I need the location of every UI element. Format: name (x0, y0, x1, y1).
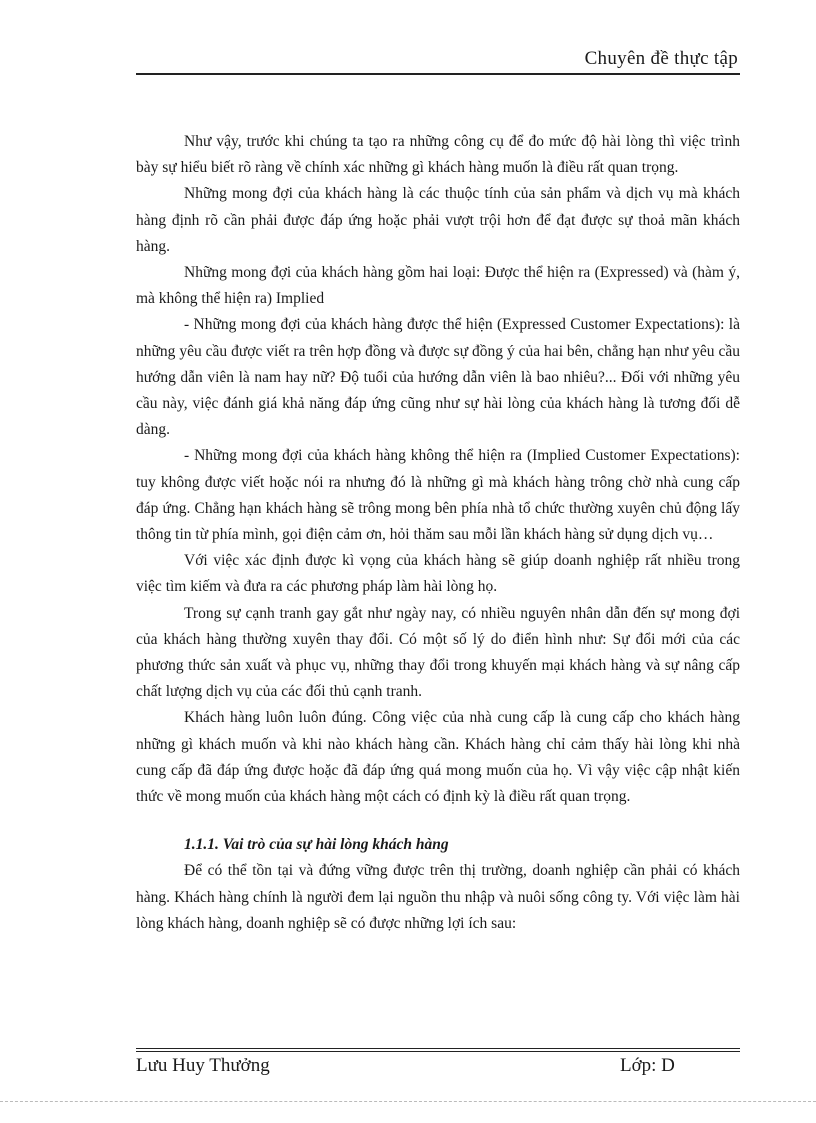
paragraph-2: Những mong đợi của khách hàng là các thuộc tính của sản phẩm và dịch vụ mà khách hàng định rõ cần phải được đáp ứng hoặc phải vượt trội hơn để đạt được sự thoả mãn khách hàng. (136, 185, 740, 255)
section-heading: 1.1.1. Vai trò của sự hài lòng khách hàng (184, 836, 449, 854)
document-body (136, 129, 740, 937)
paragraph-7: Trong sự cạnh tranh gay gắt như ngày nay, có nhiều nguyên nhân dẫn đến sự mong đợi của khách hàng thường xuyên thay đổi. Có một số lý do điển hình như: Sự đổi mới của các phương thức sản xuất và phục vụ, những thay đổi trong khuyến mại khách hàng và sự nâng cấp chất lượng dịch vụ của các đối thủ cạnh tranh. (136, 604, 740, 701)
paragraph-1: Như vậy, trước khi chúng ta tạo ra những công cụ để đo mức độ hài lòng thì việc trình bày sự hiểu biết rõ ràng về chính xác những gì khách hàng muốn là điều rất quan trọng. (136, 133, 740, 177)
footer-rule-top (136, 1048, 740, 1049)
footer-rule-bottom (136, 1051, 740, 1052)
paragraph-expressed-expectations: - Những mong đợi của khách hàng được thể hiện (Expressed Customer Expectations): là những yêu cầu được viết ra trên hợp đồng và được sự đồng ý của hai bên, chẳng hạn như yêu cầu hướng dẫn viên là nam hay nữ? Độ tuổi của hướng dẫn viên là bao nhiêu?... Đối với những yêu cầu này, việc đánh giá khả năng đáp ứng cũng như sự hài lòng của khách hàng là tương đối dễ dàng. (136, 316, 740, 439)
paragraph-implied-expectations: - Những mong đợi của khách hàng không thể hiện ra (Implied Customer Expectations): tuy không được viết hoặc nói ra nhưng đó là những gì mà khách hàng trông chờ nhà cung cấp đáp ứng. Chẳng hạn khách hàng sẽ trông mong bên phía nhà tổ chức thường xuyên chủ động lấy thông tin từ phía mình, gọi điện cảm ơn, hỏi thăm sau mỗi lần khách hàng sử dụng dịch vụ… (136, 447, 740, 544)
paragraph-3: Những mong đợi của khách hàng gồm hai loại: Được thể hiện ra (Expressed) và (hàm ý, mà không thể hiện ra) Implied (136, 264, 740, 308)
header-rule (136, 73, 740, 75)
footer-author: Lưu Huy Thưởng (136, 1055, 270, 1076)
page-edge-divider (0, 1101, 816, 1102)
section-paragraph: Để có thể tồn tại và đứng vững được trên thị trường, doanh nghiệp cần phải có khách hàng. Khách hàng chính là người đem lại nguồn thu nhập và nuôi sống công ty. Với việc làm hài lòng khách hàng, doanh nghiệp sẽ có được những lợi ích sau: (136, 862, 740, 932)
paragraph-6: Với việc xác định được kì vọng của khách hàng sẽ giúp doanh nghiệp rất nhiều trong việc tìm kiếm và đưa ra các phương pháp làm hài lòng họ. (136, 552, 740, 596)
header-title: Chuyên đề thực tập (584, 48, 738, 69)
paragraph-8: Khách hàng luôn luôn đúng. Công việc của nhà cung cấp là cung cấp cho khách hàng những gì khách muốn và khi nào khách hàng cần. Khách hàng chỉ cảm thấy hài lòng khi nhà cung cấp đã đáp ứng được hoặc đã đáp ứng quá mong muốn của họ. Vì vậy việc cập nhật kiến thức về mong muốn của khách hàng một cách có định kỳ là điều rất quan trọng. (136, 709, 740, 806)
footer-class: Lớp: D (620, 1055, 675, 1076)
